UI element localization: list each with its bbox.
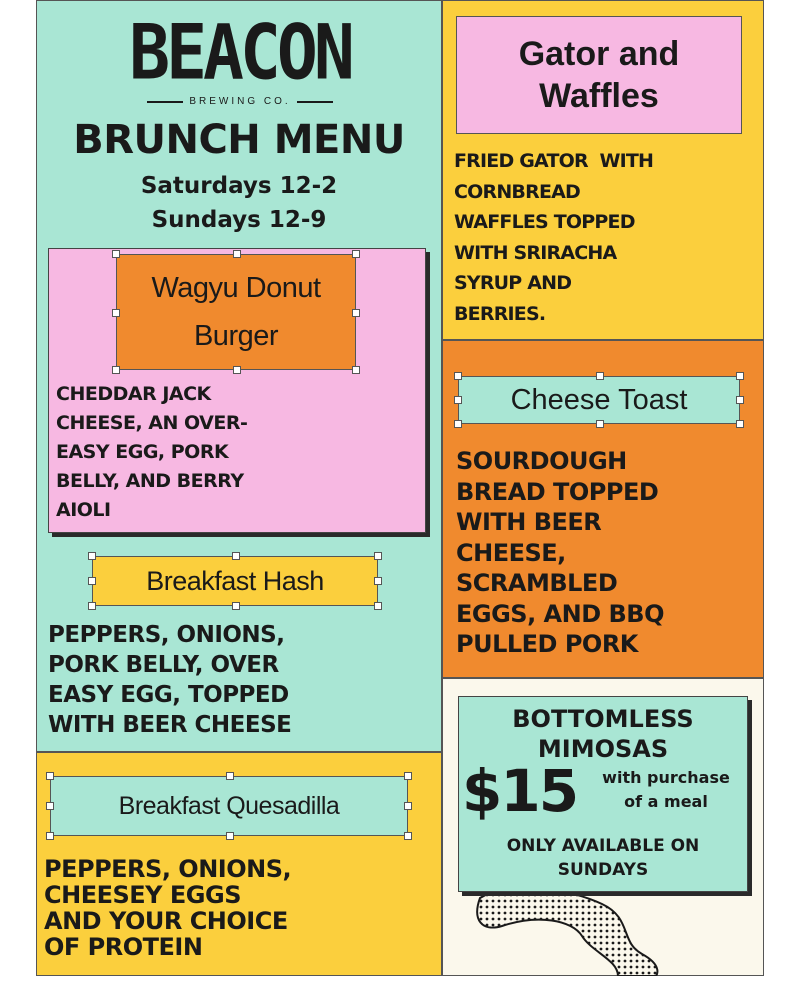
- hours-saturday: Saturdays 12-2: [140, 173, 338, 199]
- hours-sunday: Sundays 12-9: [151, 207, 327, 233]
- hash-description: [48, 620, 438, 740]
- quesadilla-description: [44, 856, 436, 960]
- toast-desc-line: SOURDOUGH: [456, 447, 627, 475]
- gator-desc-line: CORNBREAD: [454, 180, 580, 203]
- toast-desc-line: EGGS, AND BBQ: [456, 599, 664, 628]
- squiggle-decoration: [442, 880, 764, 976]
- gator-description: [454, 146, 760, 329]
- toast-desc-line: PULLED PORK: [456, 630, 638, 658]
- quesadilla-desc-line: PEPPERS, ONIONS,: [44, 855, 292, 883]
- mimosa-note: [588, 766, 744, 814]
- mimosa-availability-line2: SUNDAYS: [557, 860, 649, 880]
- toast-desc-line: SCRAMBLED: [456, 569, 618, 597]
- quesadilla-desc-line: CHEESEY EGGS: [44, 881, 241, 909]
- hash-desc-line: EASY EGG, TOPPED: [48, 682, 289, 708]
- quesadilla-desc-line: OF PROTEIN: [44, 933, 203, 961]
- gator-title-box[interactable]: [456, 16, 742, 134]
- hash-desc-line: PEPPERS, ONIONS,: [48, 622, 285, 648]
- hash-title: Breakfast Hash: [146, 565, 324, 596]
- hash-desc-line: WITH BEER CHEESE: [48, 712, 292, 738]
- gator-desc-line: BERRIES.: [454, 302, 546, 325]
- toast-desc-line: BREAD TOPPED: [456, 477, 659, 506]
- wagyu-desc-line: AIOLI: [56, 499, 111, 521]
- logo-rule-left: [147, 101, 183, 103]
- quesadilla-desc-line: AND YOUR CHOICE: [44, 907, 288, 935]
- mimosa-title-line2: MIMOSAS: [537, 735, 669, 763]
- mimosa-note-line2: of a meal: [624, 792, 708, 811]
- quesadilla-title: Breakfast Quesadilla: [118, 791, 340, 820]
- logo-sub: BREWING CO.: [189, 96, 291, 107]
- quesadilla-title-box[interactable]: [50, 776, 408, 836]
- mimosa-availability-line1: ONLY AVAILABLE ON: [506, 836, 700, 856]
- wagyu-title-box[interactable]: [116, 254, 356, 370]
- logo-name: BEACON: [129, 9, 351, 98]
- toast-desc-line: CHEESE,: [456, 538, 566, 567]
- mimosa-title-line1: BOTTOMLESS: [512, 705, 694, 733]
- mimosa-price: $15: [462, 757, 578, 825]
- toast-title: Cheese Toast: [510, 383, 688, 416]
- wagyu-desc-line: CHEESE, AN OVER-: [56, 412, 248, 434]
- wagyu-desc-line: CHEDDAR JACK: [56, 383, 211, 405]
- hash-title-box[interactable]: [92, 556, 378, 606]
- hash-desc-line: PORK BELLY, OVER: [48, 652, 279, 678]
- wagyu-desc-line: EASY EGG, PORK: [56, 441, 229, 463]
- gator-title-line2: Waffles: [539, 77, 659, 115]
- gator-desc-line: WAFFLES TOPPED: [454, 211, 635, 233]
- toast-desc-line: WITH BEER: [456, 508, 602, 536]
- beacon-logo: [108, 9, 372, 128]
- wagyu-description: [56, 380, 396, 525]
- gator-desc-line: WITH SRIRACHA: [454, 241, 617, 264]
- wagyu-desc-line: BELLY, AND BERRY: [56, 470, 244, 492]
- gator-desc-line: FRIED GATOR WITH: [454, 150, 654, 172]
- logo-rule-right: [297, 101, 333, 103]
- wagyu-title-line1: Wagyu Donut: [151, 272, 321, 304]
- toast-description: [456, 446, 760, 660]
- gator-desc-line: SYRUP AND: [454, 272, 572, 294]
- menu-title: BRUNCH MENU: [73, 117, 405, 163]
- toast-title-box[interactable]: [458, 376, 740, 424]
- wagyu-title-line2: Burger: [193, 320, 279, 352]
- gator-title-line1: Gator and: [518, 35, 680, 73]
- mimosa-availability: [458, 834, 748, 882]
- mimosa-note-line1: with purchase: [602, 768, 730, 787]
